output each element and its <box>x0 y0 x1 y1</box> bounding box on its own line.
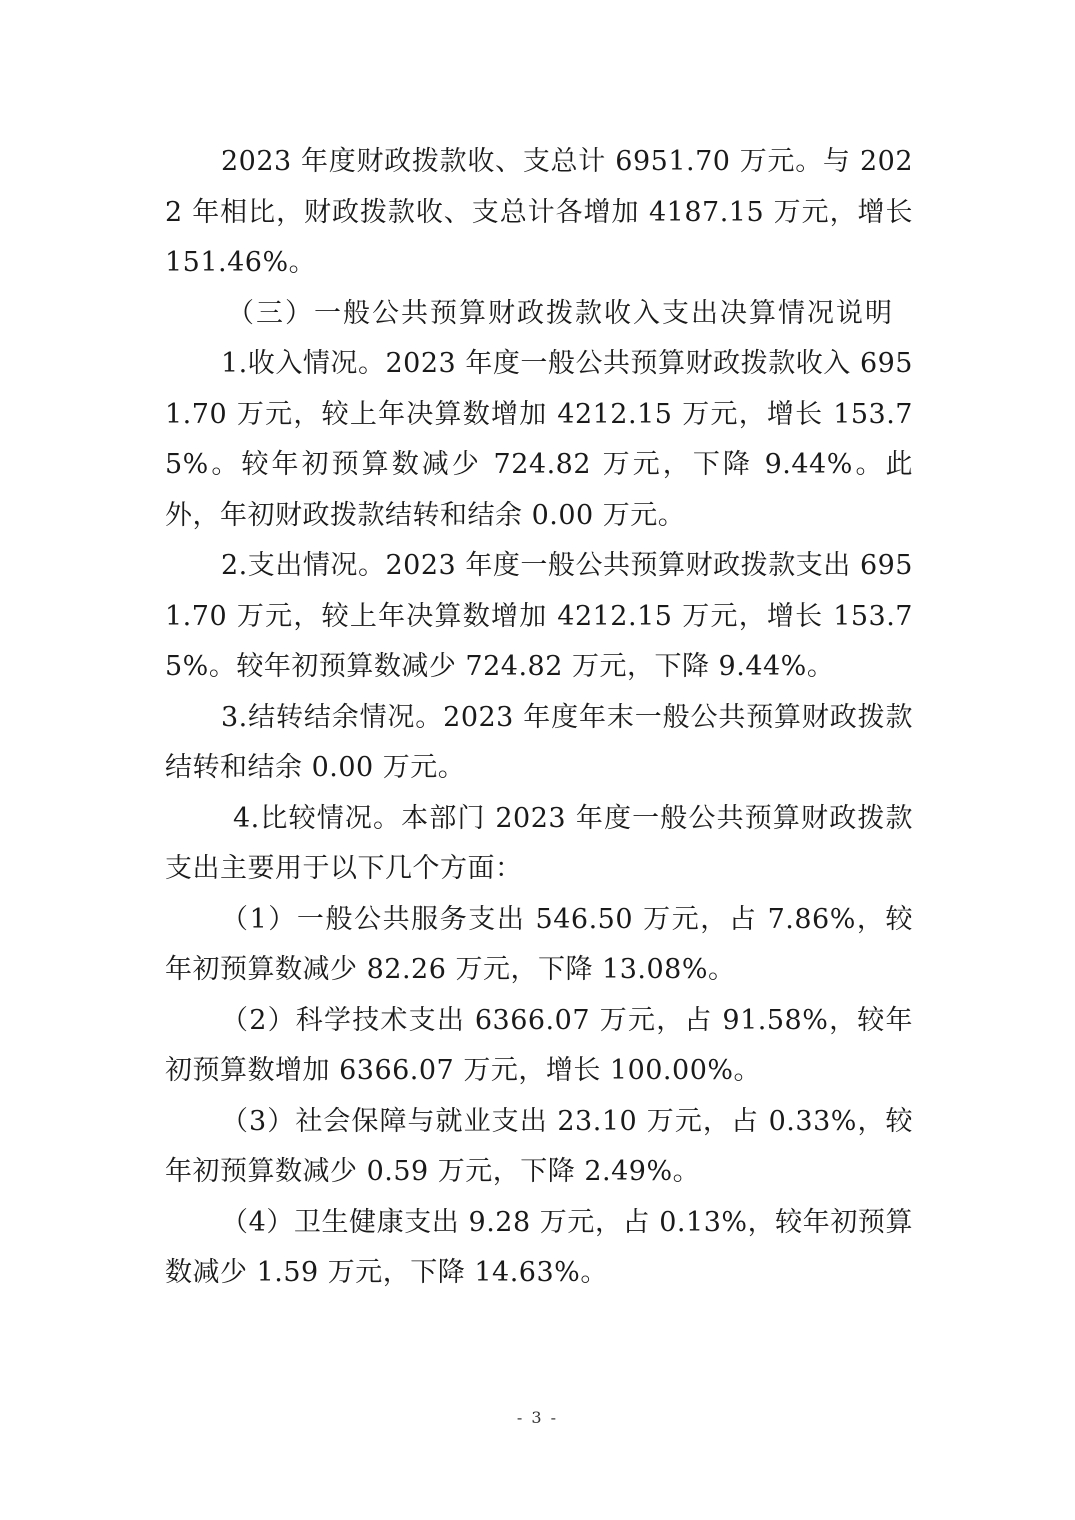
list-item-health: （4）卫生健康支出 9.28 万元，占 0.13%，较年初预算数减少 1.59 万元，下降 14.63%。 <box>165 1206 913 1288</box>
list-item-science-technology: （2）科学技术支出 6366.07 万元，占 91.58%，较年初预算数增加 6366.07 万元，增长 100.00%。 <box>165 1004 913 1086</box>
paragraph-carryover: 3.结转结余情况。2023 年度年末一般公共预算财政拨款结转和结余 0.00 万元。 <box>165 701 913 783</box>
paragraph-comparison: 4.比较情况。本部门 2023 年度一般公共预算财政拨款支出主要用于以下几个方面： <box>165 802 913 884</box>
paragraph-income: 1.收入情况。2023 年度一般公共预算财政拨款收入 6951.70 万元，较上年决算数增加 4212.15 万元，增长 153.75%。较年初预算数减少 724.82 万元，下降 9.44%。此外，年初财政拨款结转和结余 0.00 万元。 <box>165 348 913 531</box>
section-heading-general-budget: （三）一般公共预算财政拨款收入支出决算情况说明 <box>227 297 894 329</box>
body-text <box>165 137 913 1299</box>
list-item-social-security: （3）社会保障与就业支出 23.10 万元，占 0.33%，较年初预算数减少 0.59 万元，下降 2.49%。 <box>165 1105 913 1187</box>
paragraph-total-summary: 2023 年度财政拨款收、支总计 6951.70 万元。与 2022 年相比，财政拨款收、支总计各增加 4187.15 万元，增长 151.46%。 <box>165 146 913 278</box>
paragraph-expenditure: 2.支出情况。2023 年度一般公共预算财政拨款支出 6951.70 万元，较上年决算数增加 4212.15 万元，增长 153.75%。较年初预算数减少 724.82 万元，下降 9.44%。 <box>165 550 913 682</box>
page-number: - 3 - <box>516 1408 559 1427</box>
list-item-public-services: （1）一般公共服务支出 546.50 万元，占 7.86%，较年初预算数减少 82.26 万元，下降 13.08%。 <box>165 903 913 985</box>
